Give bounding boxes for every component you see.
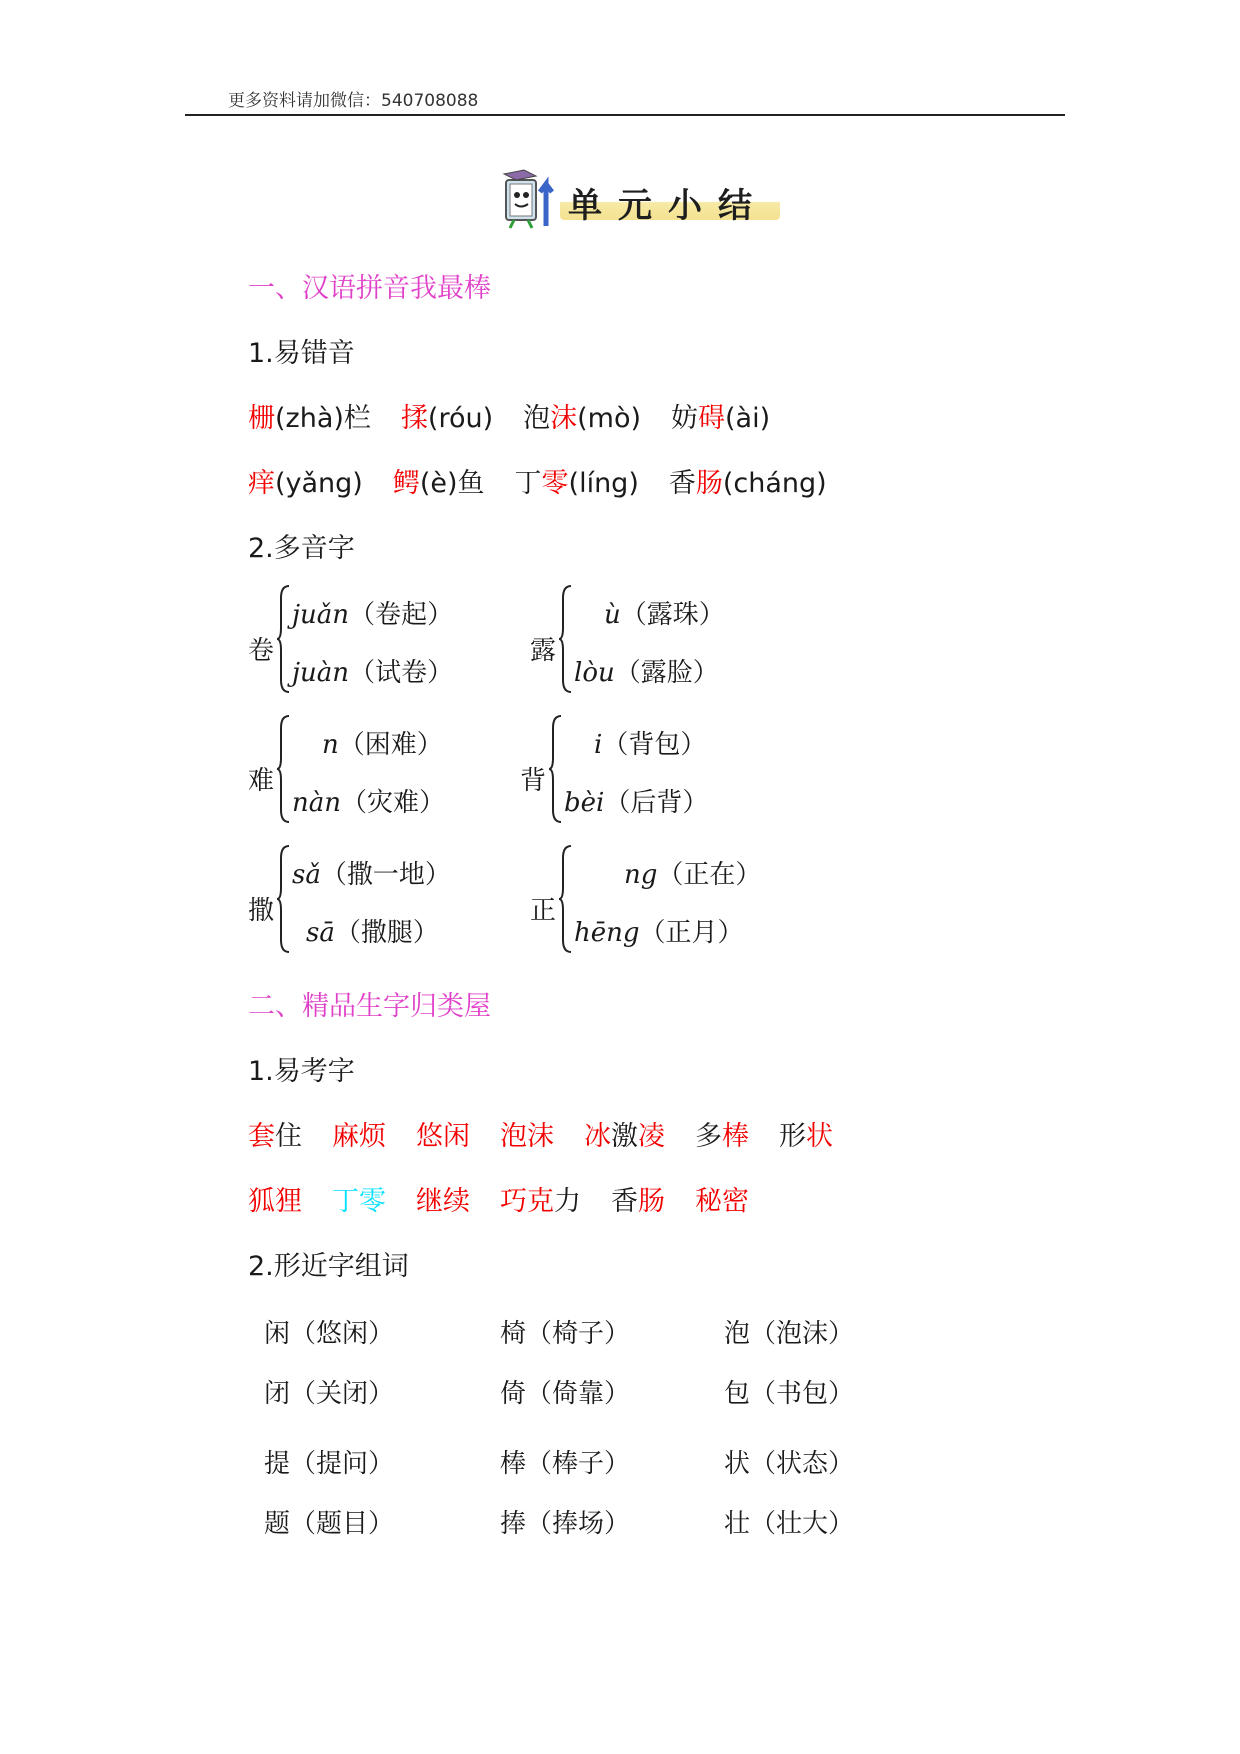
example-word: （露脸） xyxy=(614,658,719,688)
key-word-text: 秘密 xyxy=(695,1186,749,1217)
polyphone-line xyxy=(292,594,453,631)
word-pair: 提（提问） xyxy=(264,1449,395,1479)
pronunciation-text: 栅 xyxy=(248,403,275,434)
polyphone-line xyxy=(564,782,708,819)
word-pair: 椅（椅子） xyxy=(500,1319,631,1349)
key-word-text: 激 xyxy=(611,1121,638,1152)
banner-title-text: 单元小结 xyxy=(568,186,768,226)
example-word: （正月） xyxy=(639,918,744,948)
brace-icon xyxy=(276,584,290,694)
key-word-text: 多 xyxy=(695,1121,722,1152)
key-word-text: 状 xyxy=(806,1121,833,1152)
pronunciation-text: 碍 xyxy=(698,403,726,434)
pronunciation-text: (líng) xyxy=(568,468,639,499)
pronunciation-text: 痒 xyxy=(248,468,275,499)
pronunciation-item xyxy=(393,461,485,500)
pronunciation-item xyxy=(671,396,770,435)
polyphone-char: 露 xyxy=(530,636,557,666)
example-word: （背包） xyxy=(602,730,707,760)
key-word-item xyxy=(332,1114,386,1153)
polyphone-line xyxy=(574,854,761,891)
pronunciation-text: 零 xyxy=(541,468,569,499)
word-pair: 包（书包） xyxy=(724,1379,855,1409)
polyphone-char: 撒 xyxy=(248,896,275,926)
polyphone-char: 背 xyxy=(520,766,547,796)
polyphone-char: 正 xyxy=(530,896,557,926)
brace-icon xyxy=(276,714,290,824)
unit-summary-banner xyxy=(496,168,786,230)
example-word: （露珠） xyxy=(620,600,725,630)
pronunciation-text: 沫 xyxy=(550,403,578,434)
word-pair: 捧（捧场） xyxy=(500,1509,631,1539)
pinyin-text: juǎn xyxy=(292,600,350,630)
pronunciation-text: (mò) xyxy=(577,403,642,434)
pinyin-text: n xyxy=(322,730,339,760)
pronunciation-text: 揉 xyxy=(400,403,428,434)
word-pair: 泡（泡沫） xyxy=(724,1319,855,1349)
key-word-text: 套 xyxy=(248,1121,275,1152)
pronunciation-item xyxy=(669,461,827,500)
pinyin-text: juàn xyxy=(292,658,350,688)
pronunciation-item xyxy=(248,461,363,500)
polyphone-char: 卷 xyxy=(248,636,275,666)
key-word-text: 巧克 xyxy=(500,1186,554,1217)
key-word-text: 麻烦 xyxy=(332,1121,386,1152)
word-pair: 题（题目） xyxy=(264,1509,395,1539)
word-pair: 棒（棒子） xyxy=(500,1449,631,1479)
pronunciation-item xyxy=(401,396,493,435)
header-divider xyxy=(185,114,1065,116)
example-word: （撒一地） xyxy=(320,860,451,890)
brace-icon xyxy=(276,844,290,954)
word-pair: 闭（关闭） xyxy=(264,1379,395,1409)
key-word-text: 力 xyxy=(554,1186,581,1217)
section2-sub1: 1.易考字 xyxy=(248,1056,355,1087)
word-pair: 倚（倚靠） xyxy=(500,1379,631,1409)
section1-sub1: 1.易错音 xyxy=(248,338,355,369)
key-word-item xyxy=(779,1114,833,1153)
key-words-row-1 xyxy=(248,1114,863,1153)
header-note: 更多资料请加微信：540708088 xyxy=(228,91,479,111)
pinyin-text: sā xyxy=(306,918,335,948)
pinyin-text: bèi xyxy=(564,788,605,818)
key-word-item xyxy=(611,1179,665,1218)
pronunciation-text: 泡 xyxy=(523,403,551,434)
key-word-item xyxy=(584,1114,665,1153)
key-word-text: 丁零 xyxy=(332,1186,386,1217)
brace-icon xyxy=(548,714,562,824)
pronunciation-text: 肠 xyxy=(695,468,723,499)
key-word-text: 肠 xyxy=(638,1186,665,1217)
polyphone-line xyxy=(574,652,719,689)
polyphone-line xyxy=(292,652,453,689)
pronunciation-text: (cháng) xyxy=(722,468,827,499)
pronunciation-text: (ài) xyxy=(725,403,771,434)
polyphone-line xyxy=(574,912,744,949)
pronunciation-item xyxy=(523,396,641,435)
pronunciation-text: (è)鱼 xyxy=(419,468,485,499)
key-word-item xyxy=(500,1114,554,1153)
brace-icon xyxy=(558,844,572,954)
key-word-item xyxy=(500,1179,581,1218)
pronunciation-text: (róu) xyxy=(427,403,494,434)
polyphone-line xyxy=(292,912,439,949)
polyphone-char: 难 xyxy=(248,766,275,796)
book-mascot-icon xyxy=(496,168,558,230)
key-word-item xyxy=(248,1179,302,1218)
key-word-text: 继续 xyxy=(416,1186,470,1217)
section1-sub2: 2.多音字 xyxy=(248,533,355,564)
key-word-item xyxy=(416,1179,470,1218)
example-word: （后背） xyxy=(604,788,709,818)
example-word: （撒腿） xyxy=(334,918,439,948)
word-pair: 闲（悠闲） xyxy=(264,1319,395,1349)
key-word-text: 悠闲 xyxy=(416,1121,470,1152)
polyphone-line xyxy=(292,724,443,761)
key-word-text: 形 xyxy=(779,1121,806,1152)
pronunciation-text: (zhà)栏 xyxy=(275,403,371,434)
example-word: （灾难） xyxy=(341,788,446,818)
key-word-item xyxy=(332,1179,386,1218)
pronunciation-row-2 xyxy=(248,461,857,500)
polyphone-line xyxy=(292,782,445,819)
example-word: （试卷） xyxy=(349,658,454,688)
key-word-item xyxy=(416,1114,470,1153)
key-word-item xyxy=(695,1179,749,1218)
key-word-text: 冰 xyxy=(584,1121,611,1152)
key-word-item xyxy=(695,1114,749,1153)
word-pair: 状（状态） xyxy=(724,1449,855,1479)
polyphone-line xyxy=(574,594,725,631)
banner-title xyxy=(560,176,780,226)
pinyin-text: nàn xyxy=(292,788,341,818)
example-word: （卷起） xyxy=(349,600,454,630)
section1-heading: 一、汉语拼音我最棒 xyxy=(248,273,491,304)
key-words-row-2 xyxy=(248,1179,779,1218)
pinyin-text: lòu xyxy=(574,658,615,688)
pronunciation-text: 香 xyxy=(668,468,696,499)
pinyin-text: sǎ xyxy=(292,860,321,890)
key-word-text: 泡沫 xyxy=(500,1121,554,1152)
key-word-text: 凌 xyxy=(638,1121,665,1152)
polyphone-line xyxy=(564,724,706,761)
pinyin-text: hēng xyxy=(574,918,640,948)
key-word-text: 住 xyxy=(275,1121,302,1152)
section2-sub2: 2.形近字组词 xyxy=(248,1251,409,1282)
pronunciation-item xyxy=(515,461,639,500)
pinyin-text: i xyxy=(594,730,603,760)
pronunciation-text: (yǎng) xyxy=(275,468,363,499)
key-word-item xyxy=(248,1114,302,1153)
key-word-text: 棒 xyxy=(722,1121,749,1152)
pinyin-text: ù xyxy=(604,600,621,630)
polyphone-line xyxy=(292,854,451,891)
brace-icon xyxy=(558,584,572,694)
section2-heading: 二、精品生字归类屋 xyxy=(248,991,491,1022)
pinyin-text: ng xyxy=(624,860,658,890)
key-word-text: 香 xyxy=(611,1186,638,1217)
pronunciation-item xyxy=(248,396,371,435)
pronunciation-text: 妨 xyxy=(671,403,699,434)
example-word: （困难） xyxy=(338,730,443,760)
pronunciation-text: 鳄 xyxy=(392,468,420,499)
pronunciation-text: 丁 xyxy=(514,468,542,499)
pronunciation-row-1 xyxy=(248,396,800,435)
example-word: （正在） xyxy=(657,860,762,890)
word-pair: 壮（壮大） xyxy=(724,1509,855,1539)
key-word-text: 狐狸 xyxy=(248,1186,302,1217)
